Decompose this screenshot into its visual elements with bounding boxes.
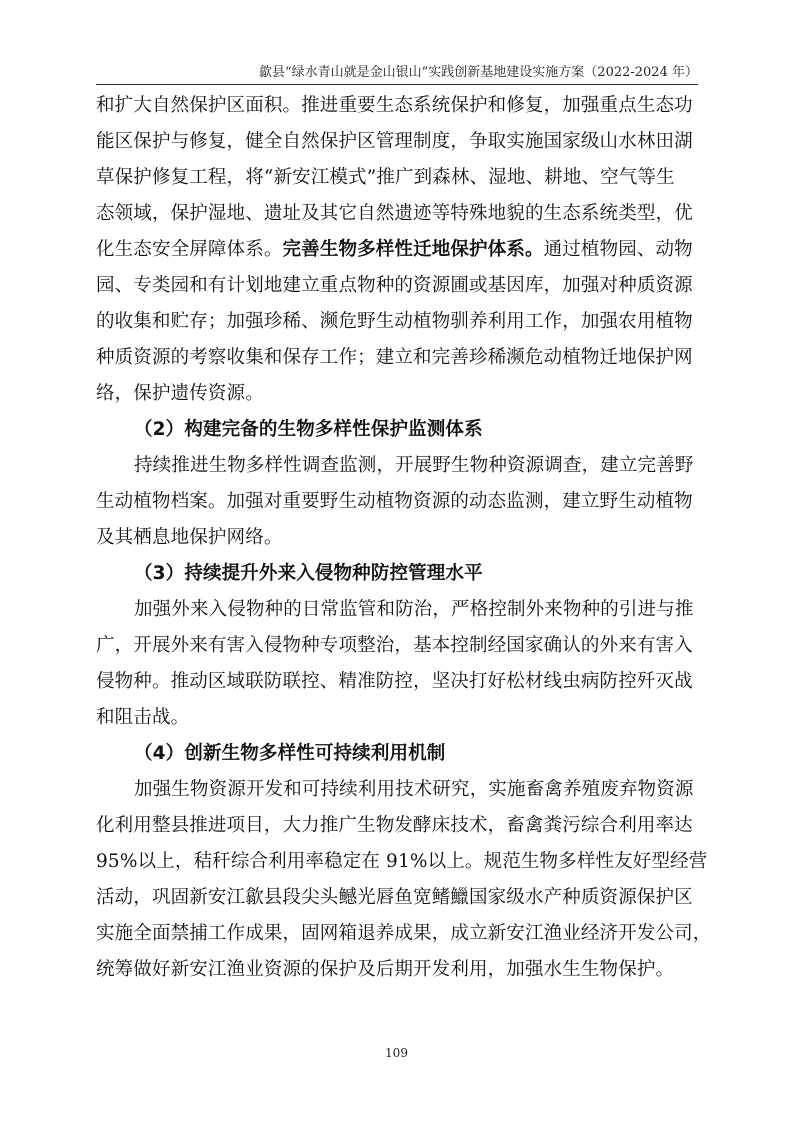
section-heading: （4）创新生物多样性可持续利用机制: [134, 743, 446, 764]
paragraph-line: 能区保护与修复，健全自然保护区管理制度，争取实施国家级山水林田湖: [96, 131, 693, 152]
paragraph-line: 实施全面禁捕工作成果，固网箱退养成果，成立新安江渔业经济开发公司，: [96, 923, 712, 944]
emphasis-text: 完善生物多样性迁地保护体系。: [282, 239, 544, 260]
paragraph-line: 络，保护遗传资源。: [96, 383, 264, 404]
section-heading: （2）构建完备的生物多样性保护监测体系: [134, 419, 483, 440]
paragraph-line-with-emphasis: [96, 232, 700, 268]
paragraph-line: 统筹做好新安江渔业资源的保护及后期开发利用，加强水生生物保护。: [96, 959, 675, 980]
paragraph-line: 的收集和贮存；加强珍稀、濒危野生动植物驯养利用工作，加强农用植物: [96, 311, 693, 332]
section-heading: （3）持续提升外来入侵物种防控管理水平: [134, 563, 483, 584]
paragraph-line: 态领域，保护湿地、遗址及其它自然遗迹等特殊地貌的生态系统类型，优: [96, 203, 693, 224]
paragraph-line: 和阻击战。: [96, 707, 190, 728]
paragraph-line: 化利用整县推进项目，大力推广生物发酵床技术，畜禽粪污综合利用率达: [96, 815, 693, 836]
paragraph-line: 侵物种。推动区域联防联控、精准防控，坚决打好松材线虫病防控歼灭战: [96, 671, 693, 692]
paragraph-line: 草保护修复工程，将“新安江模式”推广到森林、湿地、耕地、空气等生: [96, 167, 675, 188]
paragraph-line: 广，开展外来有害入侵物种专项整治，基本控制经国家确认的外来有害入: [96, 635, 693, 656]
paragraph-line: 活动，巩固新安江歙县段尖头鳡光唇鱼宽鳍鱲国家级水产种质资源保护区: [96, 887, 693, 908]
header-divider: [96, 84, 698, 85]
paragraph-line: 和扩大自然保护区面积。推进重要生态系统保护和修复，加强重点生态功: [96, 95, 693, 116]
running-header: 歙县“绿水青山就是金山银山”实践创新基地建设实施方案（2022-2024 年）: [259, 65, 698, 80]
paragraph-line: 加强生物资源开发和可持续利用技术研究，实施畜禽养殖废弃物资源: [134, 779, 694, 800]
paragraph-line: 及其栖息地保护网络。: [96, 527, 283, 548]
page-number: 109: [385, 1046, 408, 1060]
paragraph-line: 种质资源的考察收集和保存工作；建立和完善珍稀濒危动植物迁地保护网: [96, 347, 693, 368]
paragraph-line: 持续推进生物多样性调查监测，开展野生物种资源调查，建立完善野: [134, 455, 694, 476]
body-text: [96, 88, 712, 988]
paragraph-line: 园、专类园和有计划地建立重点物种的资源圃或基因库，加强对种质资源: [96, 275, 693, 296]
paragraph-line: 95%以上，秸秆综合利用率稳定在 91%以上。规范生物多样性友好型经营: [96, 851, 708, 872]
paragraph-line: 生动植物档案。加强对重要野生动植物资源的动态监测，建立野生动植物: [96, 491, 693, 512]
paragraph-line: 加强外来入侵物种的日常监管和防治，严格控制外来物种的引进与推: [134, 599, 694, 620]
plain-text: 化生态安全屏障体系。: [96, 239, 283, 260]
plain-text: 通过植物园、动物: [543, 239, 693, 260]
